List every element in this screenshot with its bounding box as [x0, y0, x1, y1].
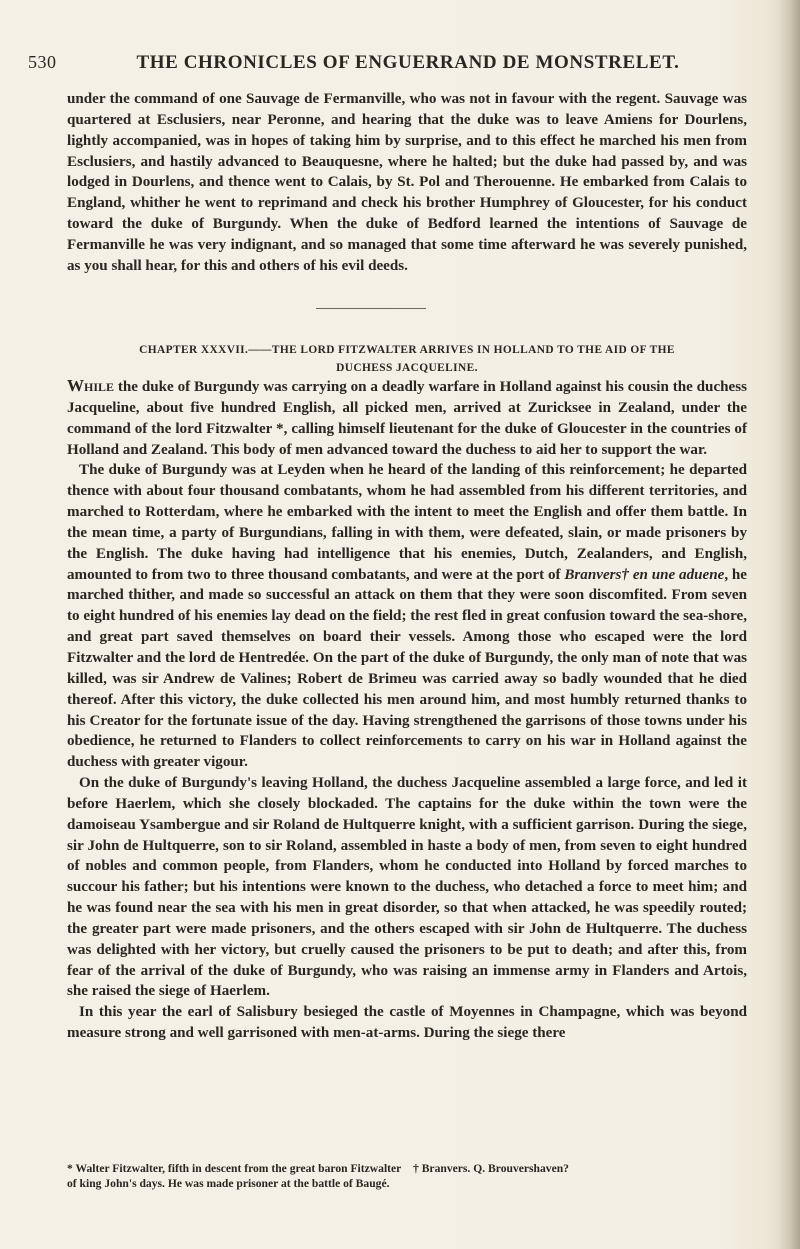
section-divider	[316, 308, 426, 309]
opening-text	[67, 89, 747, 277]
page-edge-shadow	[778, 0, 800, 1249]
chapter-paragraph-1	[67, 376, 747, 460]
page-number: 530	[28, 52, 57, 72]
chapter-heading-line-1: CHAPTER XXXVII.——THE LORD FITZWALTER ARRIVES IN HOLLAND TO THE AID OF THE	[139, 344, 675, 356]
chapter-paragraph-3: On the duke of Burgundy's leaving Holland, the duchess Jacqueline assembled a large force, and led it before Haerlem, which she closely blockaded. The captains for the duke within the town were the damoiseau Ysambergue and sir Roland de Hultquerre knight, with a sufficient garrison. During the siege, sir John de Hultquerre, son to sir Roland, assembled in haste a body of men, from seven to eight hundred of nobles and common people, from Flanders, whom he conducted into Holland by forced marches to succour his father; but his intentions were known to the duchess, who detached a force to meet him; and he was found near the sea with his men in great disorder, so that when attacked, he was speedily routed; the greater part were made prisoners, and the others escaped with sir John de Hultquerre. The duchess was delighted with her victory, but cruelly caused the prisoners to be put to death; and after this, from fear of the arrival of the duke of Burgundy, who was raising an immense army in Flanders and Artois, she raised the siege of Haerlem.	[67, 775, 747, 1000]
footnote-left: * Walter Fitzwalter, fifth in descent from the great baron Fitzwalter of king John's days. He was made prisoner at the battle of Baugé.	[67, 1162, 402, 1190]
chapter-heading	[67, 341, 747, 377]
footnote-right: † Branvers. Q. Brouvershaven?	[413, 1162, 569, 1175]
opening-paragraph: under the command of one Sauvage de Fermanville, who was not in favour with the regent. Sauvage was quartered at Esclusiers, near Peronne, and hearing that the duke was to leave Amiens for Dourlens, lightly accompanied, was in hopes of taking him by surprise, and to this effect he marched his men from Esclusiers, and hastily advanced to Beauquesne, where he halted; but the duke had passed by, and was lodged in Dourlens, and thence went to Calais, by St. Pol and Therouenne. He embarked from Calais to England, whither he went to reprimand and check his brother Humphrey of Gloucester, for his conduct toward the duke of Burgundy. When the duke of Bedford learned the intentions of Sauvage de Fermanville he was very indignant, and so managed that some time afterward he was severely punished, as you shall hear, for this and others of his evil deeds.	[67, 91, 747, 274]
chapter-paragraph-2	[67, 460, 747, 773]
chapter-paragraph-2-text-a: The duke of Burgundy was at Leyden when he heard of the landing of this reinforcement; he departed thence with about four thousand combatants, whom he had assembled from his different territories, and marched to Rotterdam, where he embarked with the intent to meet the English and offer them battle. In the mean time, a party of Burgundians, falling in with them, were defeated, slain, or made prisoners by the English. The duke having had intelligence that his enemies, Dutch, Zealanders, and English, amounted to from two to three thousand combatants, and were at the port of	[67, 462, 747, 583]
running-head-title: THE CHRONICLES OF ENGUERRAND DE MONSTRELET.	[136, 52, 680, 73]
chapter-heading-line-2: DUCHESS JACQUELINE.	[336, 362, 478, 374]
chapter-body	[67, 376, 747, 1044]
chapter-paragraph-2-text-b: , he marched thither, and made so successful an attack on them that they were soon discomfited. From seven to eight hundred of his enemies lay dead on the field; the rest fled in great confusion toward the sea-shore, and great part saved themselves on board their vessels. Among those who escaped were the lord Fitzwalter and the lord de Hentredée. On the part of the duke of Burgundy, the only man of note that was killed, was sir Andrew de Valines; Robert de Brimeu was carried away so badly wounded that he died thereof. After this victory, the duke collected his men around him, and most humbly returned thanks to his Creator for the fortunate issue of the day. Having strengthened the garrisons of those towns under his obedience, he returned to Flanders to collect reinforcements to carry on his war in Holland against the duchess with greater vigour.	[67, 566, 748, 771]
place-name: Branvers† en une aduene	[564, 566, 725, 583]
chapter-paragraph-1-text: the duke of Burgundy was carrying on a deadly warfare in Holland against his cousin the duchess Jacqueline, about five hundred English, all picked men, arrived at Zuricksee in Zealand, under the command of the lord Fitzwalter *, calling himself lieutenant for the duke of Gloucester in the countries of Holland and Zealand. This body of men advanced toward the duchess to aid her to support the war.	[67, 379, 747, 458]
drop-word: While	[67, 376, 115, 395]
running-head	[28, 52, 758, 82]
chapter-paragraph-4: In this year the earl of Salisbury besieged the castle of Moyennes in Champagne, which was beyond measure strong and well garrisoned with men-at-arms. During the siege there	[67, 1004, 747, 1042]
